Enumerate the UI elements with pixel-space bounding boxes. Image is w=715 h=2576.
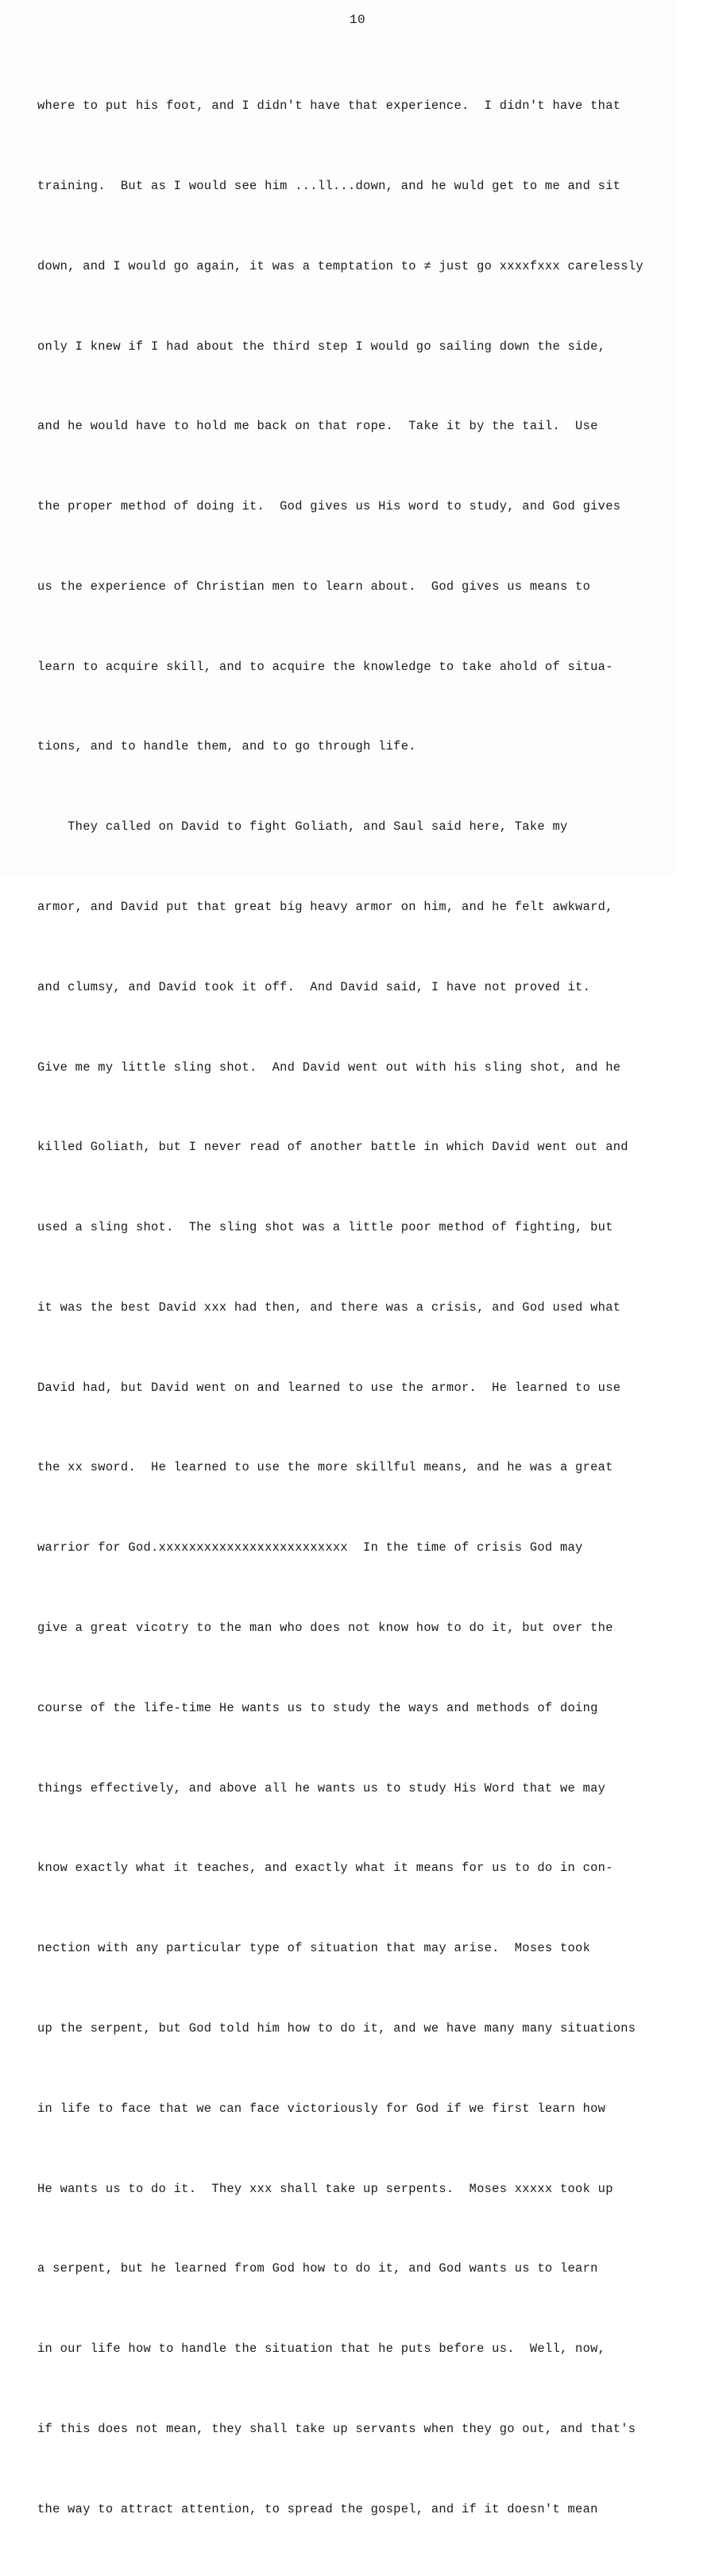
text-line: killed Goliath, but I never read of another battle in which David went out and — [37, 1140, 628, 1155]
text-line: tions, and to handle them, and to go through life. — [37, 739, 416, 754]
text-line: the proper method of doing it. God gives us His word to study, and God gives — [37, 499, 621, 514]
page-number: 10 — [349, 13, 366, 27]
text-line: down, and I would go again, it was a temptation to ≠ just go xxxxfxxx carelessly — [37, 258, 644, 273]
text-line: He wants us to do it. They xxx shall take up serpents. Moses xxxxx took up — [37, 2181, 613, 2196]
text-line: a serpent, but he learned from God how to do it, and God wants us to learn — [37, 2261, 598, 2276]
text-line: in our life how to handle the situation that he puts before us. Well, now, — [37, 2342, 606, 2357]
text-line: nection with any particular type of situation that may arise. Moses took — [37, 1941, 591, 1956]
text-line: course of the life-time He wants us to study the ways and methods of doing — [37, 1700, 598, 1715]
text-line: Give me my little sling shot. And David went out with his sling shot, and he — [37, 1059, 621, 1075]
text-line: in life to face that we can face victoriously for God if we first learn how — [37, 2101, 606, 2116]
text-line: the way to attract attention, to spread the gospel, and if it doesn't mean — [37, 2501, 598, 2516]
text-line: only I knew if I had about the third step I would go sailing down the side, — [37, 339, 606, 354]
text-line: used a sling shot. The sling shot was a little poor method of fighting, but — [37, 1220, 613, 1235]
text-line: it was the best David xxx had then, and there was a crisis, and God used what — [37, 1300, 621, 1315]
text-line: warrior for God.xxxxxxxxxxxxxxxxxxxxxxxxx In the time of crisis God may — [37, 1540, 583, 1555]
body-text — [37, 40, 676, 2576]
text-line: know exactly what it teaches, and exactly what it means for us to do in con- — [37, 1861, 613, 1876]
text-line: training. But as I would see him ...ll...down, and he wuld get to me and sit — [37, 178, 621, 193]
text-line: They called on David to fight Goliath, and Saul said here, Take my — [37, 819, 568, 835]
text-line: up the serpent, but God told him how to do it, and we have many many situations — [37, 2020, 636, 2036]
text-line: David had, but David went on and learned to use the armor. He learned to use — [37, 1380, 621, 1395]
text-line: learn to acquire skill, and to acquire the knowledge to take ahold of situa- — [37, 659, 613, 674]
text-line: if this does not mean, they shall take up servants when they go out, and that's — [37, 2421, 636, 2436]
text-line: give a great vicotry to the man who does not know how to do it, but over the — [37, 1621, 613, 1636]
text-line: where to put his foot, and I didn't have that experience. I didn't have that — [37, 99, 621, 114]
text-line: the xx sword. He learned to use the more skillful means, and he was a great — [37, 1460, 613, 1475]
text-line: and clumsy, and David took it off. And David said, I have not proved it. — [37, 979, 591, 994]
text-line: armor, and David put that great big heavy armor on him, and he felt awkward, — [37, 900, 613, 914]
text-line: and he would have to hold me back on that rope. Take it by the tail. Use — [37, 419, 598, 434]
text-line: things effectively, and above all he wants us to study His Word that we may — [37, 1780, 606, 1795]
text-line: us the experience of Christian men to learn about. God gives us means to — [37, 579, 591, 594]
